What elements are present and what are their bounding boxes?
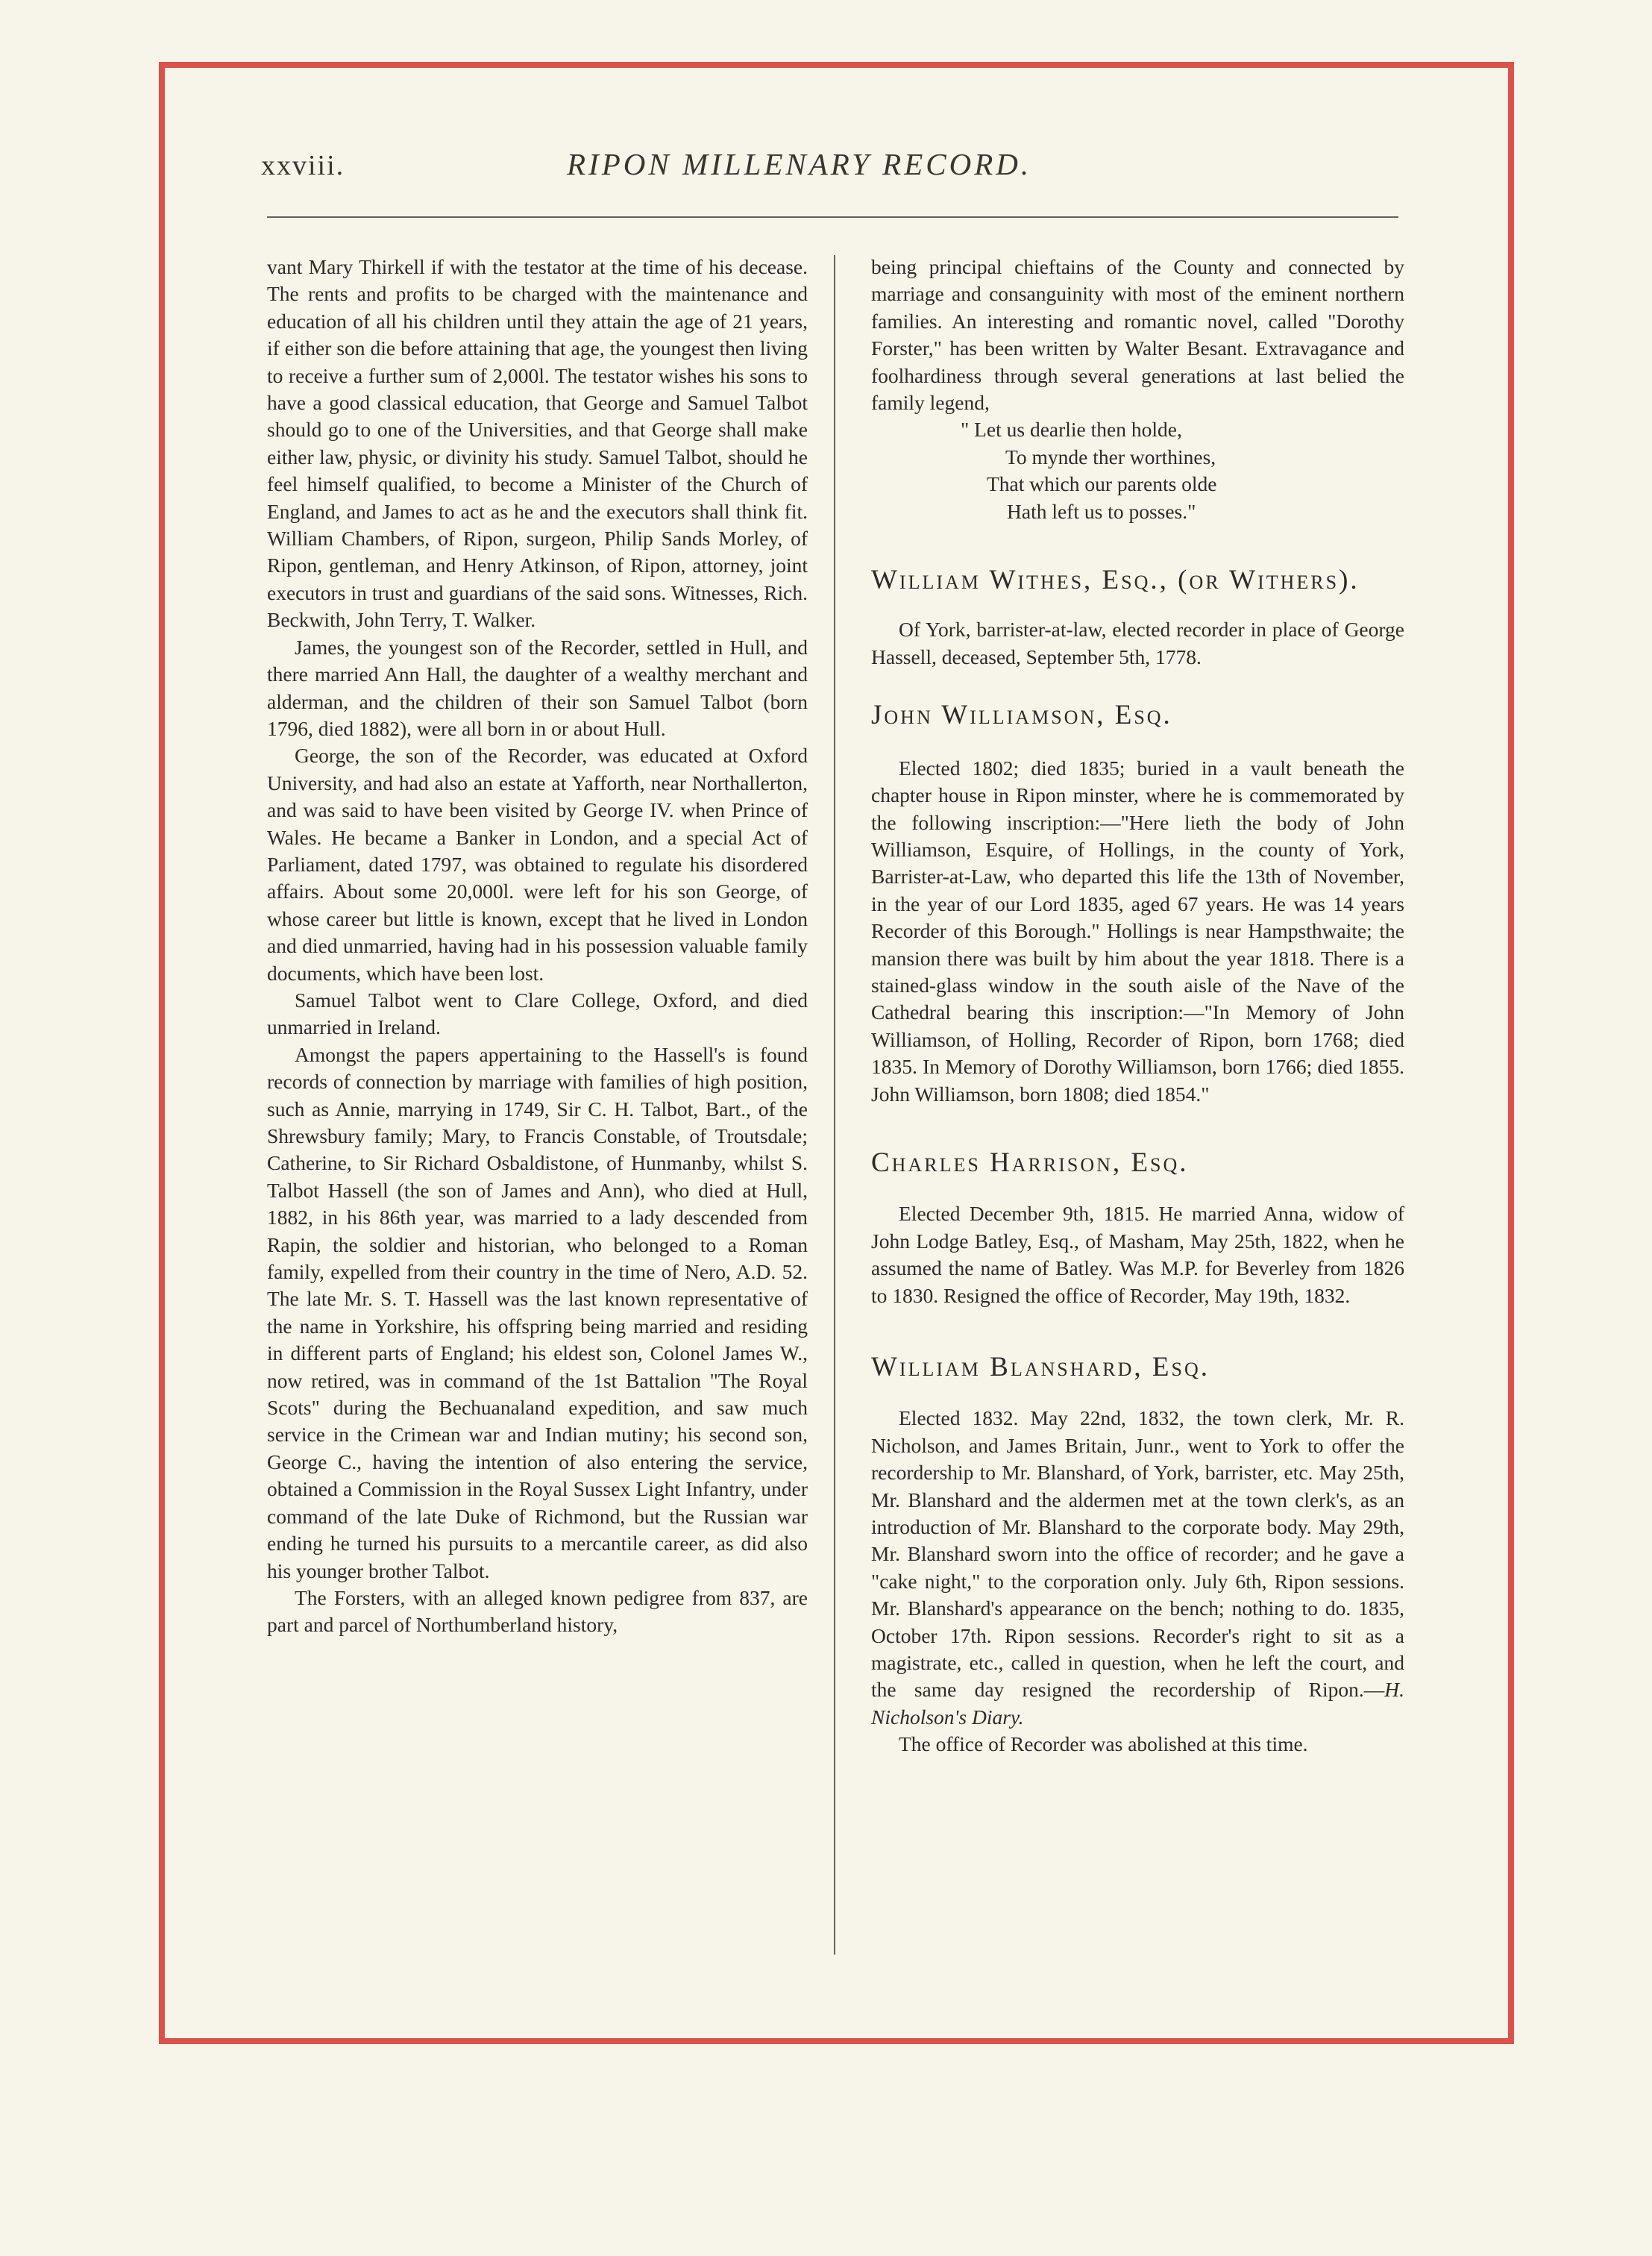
paragraph: George, the son of the Recorder, was educated at Oxford University, and had also an estate at Yafforth, near Northallerton, and was said to have been visited by George IV. when Prince of Wales. He became a Banker in London, and a special Act of Parliament, dated 1797, was obtained to regulate his disordered affairs. About some 20,000l. were left for his son George, of whose career but little is known, except that he lived in London and died unmarried, having had in his possession valuable family documents, which have been lost. — [267, 744, 808, 985]
header-rule — [267, 216, 1398, 218]
section-heading: Charles Harrison, Esq. — [871, 1147, 1189, 1178]
column-divider — [834, 255, 835, 1955]
paragraph: The office of Recorder was abolished at this time. — [899, 1732, 1308, 1756]
verse-line: To mynde ther worthines, — [1005, 445, 1216, 469]
paragraph: vant Mary Thirkell if with the testator at the time of his decease. The rents and profits to be charged with the maintenance and education of all his children until they attain the age of 21 years, if either son die before attaining that age, the youngest then living to receive a further sum of 2,000l. The testator wishes his sons to have a good classical education, that George and Samuel Talbot should go to one of the Universities, and that George shall make either law, physic, or divinity his study. Samuel Talbot, should he feel himself qualified, to become a Minister of the Church of England, and James to act as he and the executors shall think fit. William Chambers, of Ripon, surgeon, Philip Sands Morley, of Ripon, gentleman, and Henry Atkinson, of Ripon, attorney, joint executors in trust and guardians of the said sons. Witnesses, Rich. Beckwith, John Terry, T. Walker. — [267, 255, 808, 632]
page-header — [0, 149, 1652, 194]
paragraph: Samuel Talbot went to Clare College, Oxford, and died unmarried in Ireland. — [267, 988, 808, 1039]
paragraph-text: Elected 1832. May 22nd, 1832, the town clerk, Mr. R. Nicholson, and James Britain, Junr., went to York to offer the recordership to Mr. Blanshard, of York, barrister, etc. May 25th, Mr. Blanshard and the aldermen met at the town clerk's, as an introduction of Mr. Blanshard to the corporate body. May 29th, Mr. Blanshard sworn into the office of recorder; and he gave a "cake night," to the corporation only. July 6th, Ripon sessions. Mr. Blanshard's appearance on the bench; nothing to do. 1835, October 17th. Ripon sessions. Recorder's right to sit as a magistrate, etc., called in question, when he left the court, and the same day resigned the recordership of Ripon.— — [871, 1406, 1404, 1702]
paragraph — [871, 1405, 1404, 1731]
paragraph: James, the youngest son of the Recorder, settled in Hull, and there married Ann Hall, the daughter of a wealthy merchant and alderman, and the children of their son Samuel Talbot (born 1796, died 1882), were all born in or about Hull. — [267, 635, 808, 740]
verse-line: That which our parents olde — [987, 472, 1217, 496]
paragraph: The Forsters, with an alleged known pedigree from 837, are part and parcel of Northumberland history, — [267, 1585, 808, 1637]
paragraph: Elected 1802; died 1835; buried in a vault beneath the chapter house in Ripon minster, where he is commemorated by the following inscription:—"Here lieth the body of John Williamson, Esquire, of Hollings, in the county of York, Barrister-at-Law, who departed this life the 13th of November, in the year of our Lord 1835, aged 67 years. He was 14 years Recorder of this Borough." Hollings is near Hampsthwaite; the mansion there was built by him about the year 1818. There is a stained-glass window in the south aisle of the Nave of the Cathedral bearing this inscription:—"In Memory of John Williamson, of Holling, Recorder of Ripon, born 1768; died 1835. In Memory of Dorothy Williamson, born 1766; died 1855. John Williamson, born 1808; died 1854." — [871, 756, 1404, 1106]
paragraph: being principal chieftains of the County and connected by marriage and consanguinity with most of the eminent northern families. An interesting and romantic novel, called "Dorothy Forster," has been written by Walter Besant. Extravagance and foolhardiness through several generations at last belied the family legend, — [871, 255, 1404, 415]
right-column — [871, 254, 1404, 1758]
left-column — [267, 254, 808, 1639]
paragraph: Elected December 9th, 1815. He married Anna, widow of John Lodge Batley, Esq., of Masham, May 25th, 1822, when he assumed the name of Batley. Was M.P. for Beverley from 1826 to 1830. Resigned the office of Recorder, May 19th, 1832. — [871, 1202, 1404, 1307]
paragraph: Amongst the papers appertaining to the Hassell's is found records of connection by marriage with families of high position, such as Annie, marrying in 1749, Sir C. H. Talbot, Bart., of the Shrewsbury family; Mary, to Francis Constable, of Troutsdale; Catherine, to Sir Richard Osbaldistone, of Hunmanby, whilst S. Talbot Hassell (the son of James and Ann), who died at Hull, 1882, in his 86th year, was married to a lady descended from Rapin, the soldier and historian, who belonged to a Roman family, expelled from their country in the time of Nero, A.D. 52. The late Mr. S. T. Hassell was the last known representative of the name in Yorkshire, his offspring being married and residing in different parts of England; his eldest son, Colonel James W., now retired, was in command of the 1st Battalion "The Royal Scots" during the Bechuanaland expedition, and saw much service in the Crimean war and Indian mutiny; his second son, George C., having the intention of also entering the service, obtained a Commission in the Royal Sussex Light Infantry, under command of the late Duke of Richmond, but the Russian war ending he turned his pursuits to a mercantile career, as did also his younger brother Talbot. — [267, 1042, 808, 1582]
verse-line: Hath left us to posses." — [1007, 499, 1196, 523]
citation: H. Nicholson's Diary. — [871, 1678, 1404, 1729]
section-heading: William Withes, Esq., (or Withers). — [871, 565, 1360, 596]
verse — [961, 416, 1404, 525]
section-heading: William Blanshard, Esq. — [871, 1352, 1210, 1382]
verse-line: " Let us dearlie then holde, — [961, 418, 1182, 442]
paragraph: Of York, barrister-at-law, elected recorder in place of George Hassell, deceased, September 5th, 1778. — [871, 618, 1404, 668]
page-number: xxviii. — [261, 150, 345, 181]
section-heading: John Williamson, Esq. — [871, 700, 1172, 731]
running-title: RIPON MILLENARY RECORD. — [567, 147, 1032, 181]
